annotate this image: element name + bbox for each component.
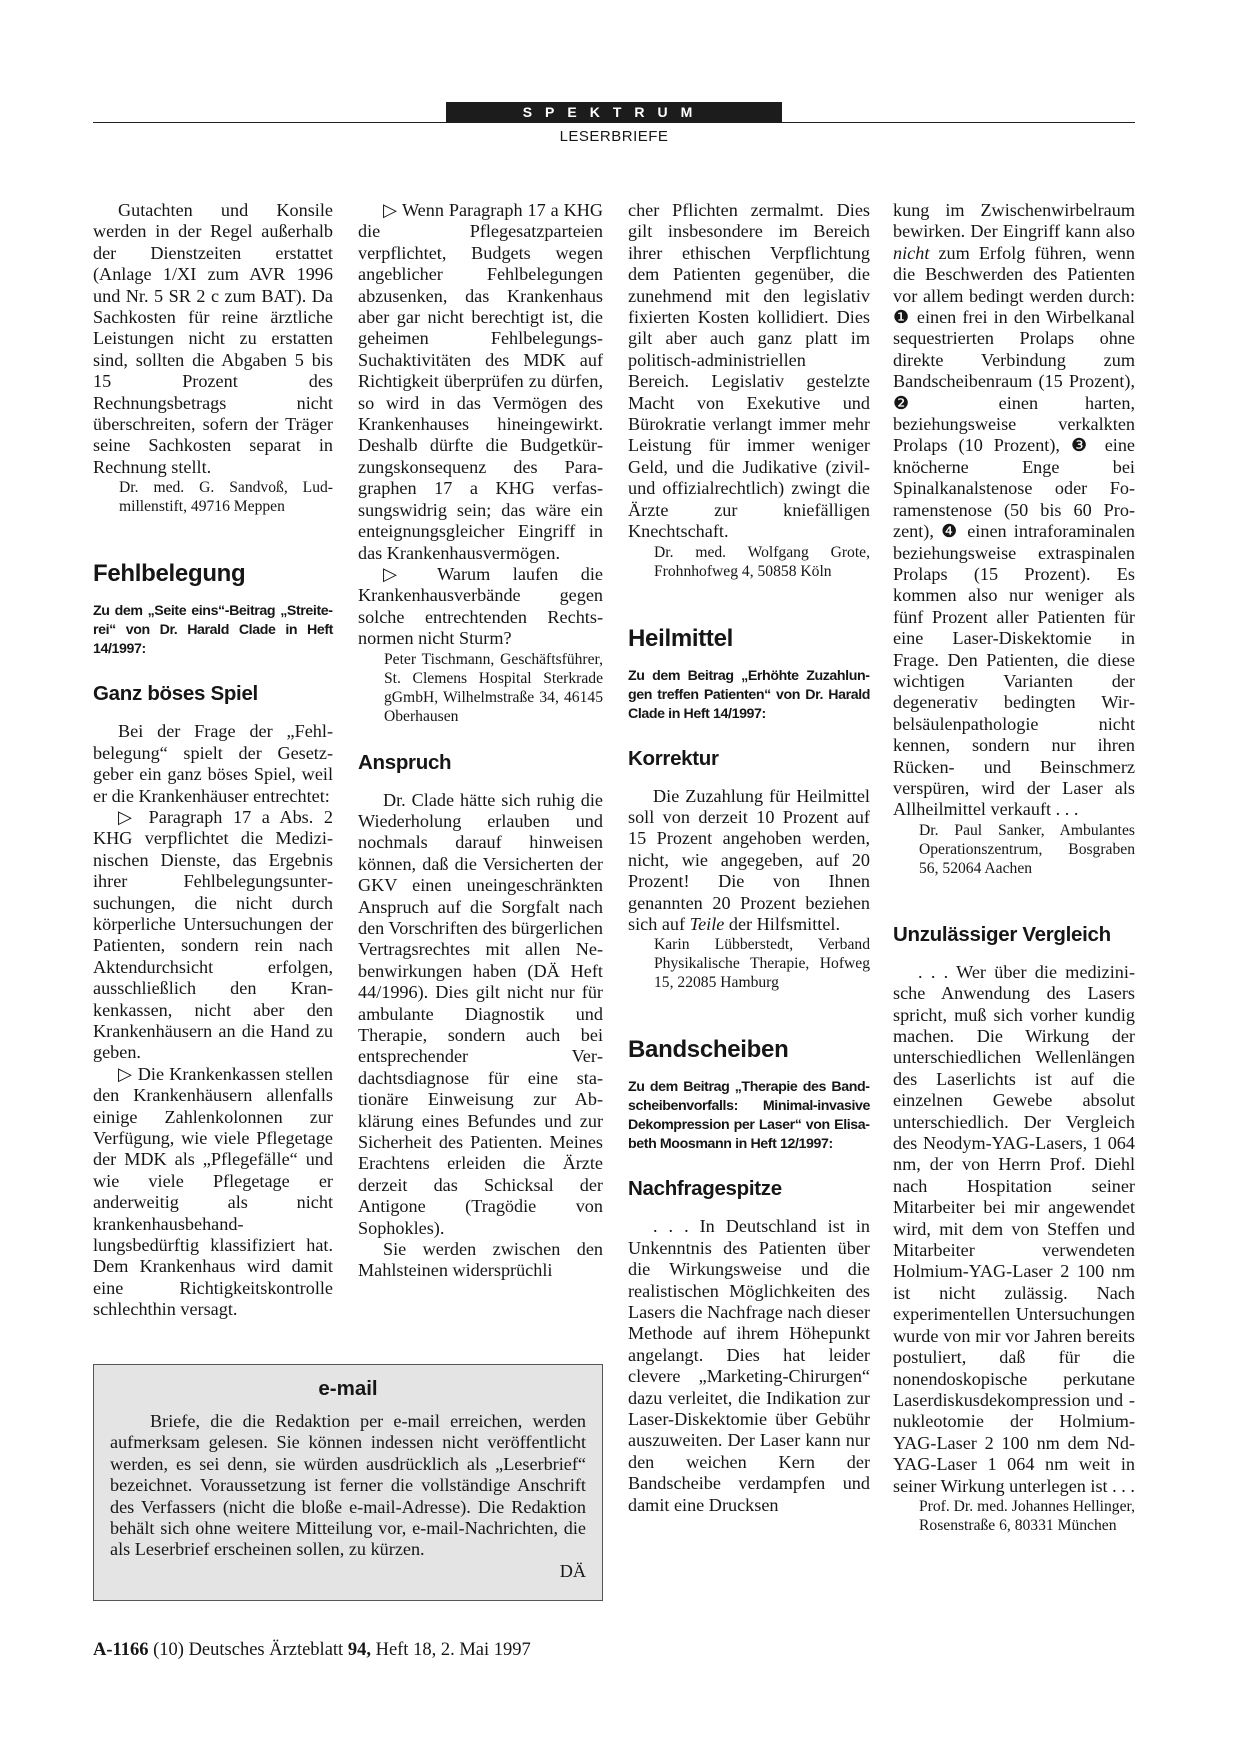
section-intro: Zu dem „Seite eins“-Beitrag „Streiterei“ von Dr. Harald Clade in Heft 14/1997: bbox=[93, 603, 333, 658]
emphasis: nicht bbox=[893, 242, 930, 263]
text-run: zum Erfolg führen, wenn die Beschwerden des Patienten vor allem bedingt werden durch: ❶ einen frei in den Wirbelkanal sequestrierten Prolaps ohne direkte Verbindung zum Bandscheibenraum (15 Prozent), ❷ einen harten, beziehungsweise verkalkten Prolaps (10 Prozent), ❸ eine knöcherne Enge bei Spinalkanalstenose oder Foramenstenose (50 bis 60 Prozent), ❹ einen intraforaminalen beziehungsweise extraspinalen Prolaps (15 Prozent). Es kommen also nur weniger als fünf Prozent aller Patienten für eine Laser-Diskektomie in Frage. Den Patienten, die diese wichtigen Varianten der degenerativ bedingten Wirbelsäulenpathologie nicht kennen, sondern nur ihren Rücken- und Beinschmerz verspüren, wird der Laser als Allheilmittel verkauft . . . bbox=[893, 242, 1135, 820]
letter-text bbox=[628, 786, 870, 936]
column-4 bbox=[893, 200, 1135, 1535]
letter-signature: Karin Lübberstedt, Verband Physikalische Therapie, Hofweg 15, 22085 Hamburg bbox=[654, 936, 870, 992]
section-intro: Zu dem Beitrag „Therapie des Bandscheibenvorfalls: Minimal-invasive Dekompression per Laser“ von Elisabeth Moosmann in Heft 12/1997: bbox=[628, 1079, 870, 1153]
letter-text: ▷ Wenn Paragraph 17 a KHG die Pflegesatzparteien verpflichtet, Budgets wegen angeblicher Fehlbelegungen abzusenken, das Krankenhaus aber gar nicht berechtigt ist, die geheimen Fehlbelegungs-Suchaktivitäten des MDK auf Richtigkeit überprüfen zu dürfen, so wird in das Vermögen des Krankenhauses hineingewirkt. Deshalb dürfte die Budgetkürzungskonsequenz des Paragraphen 17 a KHG verfassungswidrig sein; das wäre ein enteignungsgleicher Eingriff in das Krankenhausvermögen. bbox=[358, 200, 603, 563]
email-box-text: Briefe, die die Redaktion per e-mail erreichen, werden aufmerksam gelesen. Sie können indessen nicht veröffentlicht werden, es sei denn, sie würden ausdrücklich als „Leserbrief“ bezeichnet. Voraussetzung ist ferner die vollständige Anschrift des Verfassers (nicht die bloße e-mail-Adresse). Die Redaktion behält sich ohne weitere Mitteilung vor, e-mail-Nachrichten, die als Leserbrief erscheinen sollen, zu kürzen. bbox=[110, 1411, 586, 1560]
journal-name: (10) Deutsches Ärzteblatt bbox=[153, 1640, 344, 1660]
email-info-box bbox=[93, 1364, 603, 1601]
letter-text bbox=[893, 200, 1135, 821]
letter-signature: Dr. med. Wolfgang Grote, Frohnhofweg 4, 50858 Köln bbox=[654, 543, 870, 580]
page-footer bbox=[93, 1640, 531, 1661]
letter-text: Dr. Clade hätte sich ruhig die Wiederholung erlauben und nochmals darauf hinweisen können, daß die Versicherten der GKV einen uneingeschränkten Anspruch auf die Sorgfalt nach den Vorschriften des bürgerlichen Vertragsrechtes mit allen Nebenwirkungen haben (DÄ Heft 44/1996). Dies gilt nicht nur für ambulante Diagnostik und Therapie, sondern auch bei entsprechender Verdachtsdiagnose für eine stationäre Einweisung zur Abklärung eines Befundes und zur Sicherheit des Patienten. Meines Erachtens erleiden die Ärzte derzeit das Schicksal der Antigone (Tragödie von Sophokles). bbox=[358, 789, 603, 1238]
email-box-title: e-mail bbox=[318, 1377, 378, 1400]
letter-signature: Dr. med. G. Sandvoß, Ludmillenstift, 49716 Meppen bbox=[119, 479, 333, 516]
letter-text: Sie werden zwischen den Mahlsteinen widersprüchli bbox=[358, 1239, 603, 1281]
page-number: A-1166 bbox=[93, 1640, 149, 1660]
letter-text: . . . In Deutschland ist in Unkenntnis des Patienten über die Wirkungsweise und die realistischen Möglichkeiten des Lasers die Nachfrage nach dieser Methode auf ihrem Höhepunkt angelangt. Dies hat leider clevere „Marketing-Chirurgen“ dazu verleitet, die Indikation zur Laser-Diskektomie über Gebühr auszuweiten. Der Laser kann nur den weichen Kern der Bandscheibe verdampfen und damit eine Drucksen bbox=[628, 1216, 870, 1515]
letter-title: Korrektur bbox=[628, 746, 719, 770]
section-heading: Heilmittel bbox=[628, 624, 734, 652]
letter-text: Gutachten und Konsile werden in der Regel außerhalb der Dienstzeiten erstattet (Anlage 1/XI zum AVR 1996 und Nr. 5 SR 2 c zum BAT). Da Sachkosten für reine ärztliche Leistungen nicht zu erstatten sind, sollten die Abgaben 5 bis 15 Prozent des Rechnungsbetrags nicht überschreiten, sofern der Träger seine Sachkosten separat in Rechnung stellt. bbox=[93, 200, 333, 477]
letter-text: cher Pflichten zermalmt. Dies gilt insbesondere im Bereich ihrer ethischen Verpflichtung dem Patienten gegenüber, die zunehmend mit den legislativ fixierten Kosten kollidiert. Dies gilt aber auch ganz platt im politisch-administriellen Bereich. Legislativ gestelzte Macht von Exekutive und Bürokratie verlangt immer mehr Leistung für immer weniger Geld, und die Judikative (zivil- und offizialrechtlich) zwingt die Ärzte zur kniefälligen Knechtschaft. bbox=[628, 200, 870, 542]
column-1 bbox=[93, 200, 333, 1321]
section-heading: Bandscheiben bbox=[628, 1036, 789, 1064]
journal-volume: 94, bbox=[347, 1640, 371, 1660]
letter-text: Bei der Frage der „Fehlbelegung“ spielt der Gesetzgeber ein ganz böses Spiel, weil er die Krankenhäuser entrechtet: bbox=[93, 721, 333, 806]
text-run: kung im Zwischenwirbelraum bewirken. Der Eingriff kann also bbox=[893, 200, 1135, 242]
text-run: der Hilfsmittel. bbox=[724, 913, 840, 934]
issue-date: Heft 18, 2. Mai 1997 bbox=[375, 1640, 531, 1660]
subsection-label: LESERBRIEFE bbox=[559, 128, 669, 145]
letter-text: ▷ Die Krankenkassen stellen den Krankenhäusern allenfalls einige Zahlenkolonnen zur Verfügung, wie viele Pflegetage der MDK als „Pflegefälle“ und wie viele Pflegetage er anderweitig als nicht krankenhausbehandlungsbedürftig klassifiziert hat. Dem Krankenhaus wird damit eine Richtigkeitskontrolle schlechthin versagt. bbox=[93, 1063, 333, 1320]
section-intro: Zu dem Beitrag „Erhöhte Zuzahlungen treffen Patienten“ von Dr. Harald Clade in Heft 14/1997: bbox=[628, 667, 870, 722]
section-banner: SPEKTRUM bbox=[446, 102, 782, 123]
column-2 bbox=[358, 200, 603, 1282]
letter-text: . . . Wer über die medizinische Anwendung des Lasers spricht, muß sich vorher kundig machen. Die Wirkung der unterschiedlichen Wellenlängen des Laserlichts ist auf die einzelnen Gewebe absolut unterschiedlich. Der Vergleich des Neodym-YAG-Lasers, 1 064 nm, der von Herrn Prof. Diehl nach Hospitation seiner Mitarbeiter bei mir angewendet wird, mit dem von Steffen und Mitarbeiter verwendeten Holmium-YAG-Laser 2 100 nm ist nicht zulässig. Nach experimentellen Untersuchungen wurde von mir vor Jahren bereits postuliert, daß für die nonendoskopische perkutane Laserdiskusdekompression und -nukleotomie der Holmium-YAG-Laser 2 100 nm dem Nd-YAG-Laser 1 064 nm weit in seiner Wirkung unterlegen ist . . . bbox=[893, 961, 1135, 1496]
email-box-sign: DÄ bbox=[559, 1560, 586, 1581]
letter-signature: Prof. Dr. med. Johannes Hellinger, Rosenstraße 6, 80331 München bbox=[919, 1497, 1135, 1534]
letter-signature: Peter Tischmann, Geschäftsführer, St. Clemens Hospital Sterkrade gGmbH, Wilhelmstraße 34, 46145 Oberhausen bbox=[384, 650, 603, 725]
letter-text: ▷ Paragraph 17 a Abs. 2 KHG verpflichtet die Medizinischen Dienste, das Ergebnis ihrer Fehlbelegungsuntersuchungen, die nicht durch körperliche Untersuchungen der Patienten, sondern rein nach Aktendurchsicht erfolgen, ausschließlich den Krankenkassen, nicht aber den Krankenhäusern an die Hand zu geben. bbox=[93, 806, 333, 1063]
section-heading: Fehlbelegung bbox=[93, 560, 246, 588]
letter-signature: Dr. Paul Sanker, Ambulantes Operationszentrum, Bosgraben 56, 52064 Aachen bbox=[919, 821, 1135, 877]
letter-title: Ganz böses Spiel bbox=[93, 682, 258, 706]
emphasis: Teile bbox=[689, 913, 725, 934]
letter-title: Anspruch bbox=[358, 750, 452, 774]
letter-title: Nachfragespitze bbox=[628, 1177, 782, 1201]
text-run: Die Zuzahlung für Heilmittel soll von derzeit 10 Prozent auf 15 Prozent angehoben werden, nicht, wie angegeben, auf 20 Prozent! Die von Ihnen genannten 20 Prozent beziehen sich auf bbox=[628, 785, 870, 934]
letter-title: Unzulässiger Vergleich bbox=[893, 922, 1111, 946]
letter-text: ▷ Warum laufen die Krankenhausverbände gegen solche entrechtenden Rechtsnormen nicht Sturm? bbox=[358, 563, 603, 649]
column-3 bbox=[628, 200, 870, 1516]
